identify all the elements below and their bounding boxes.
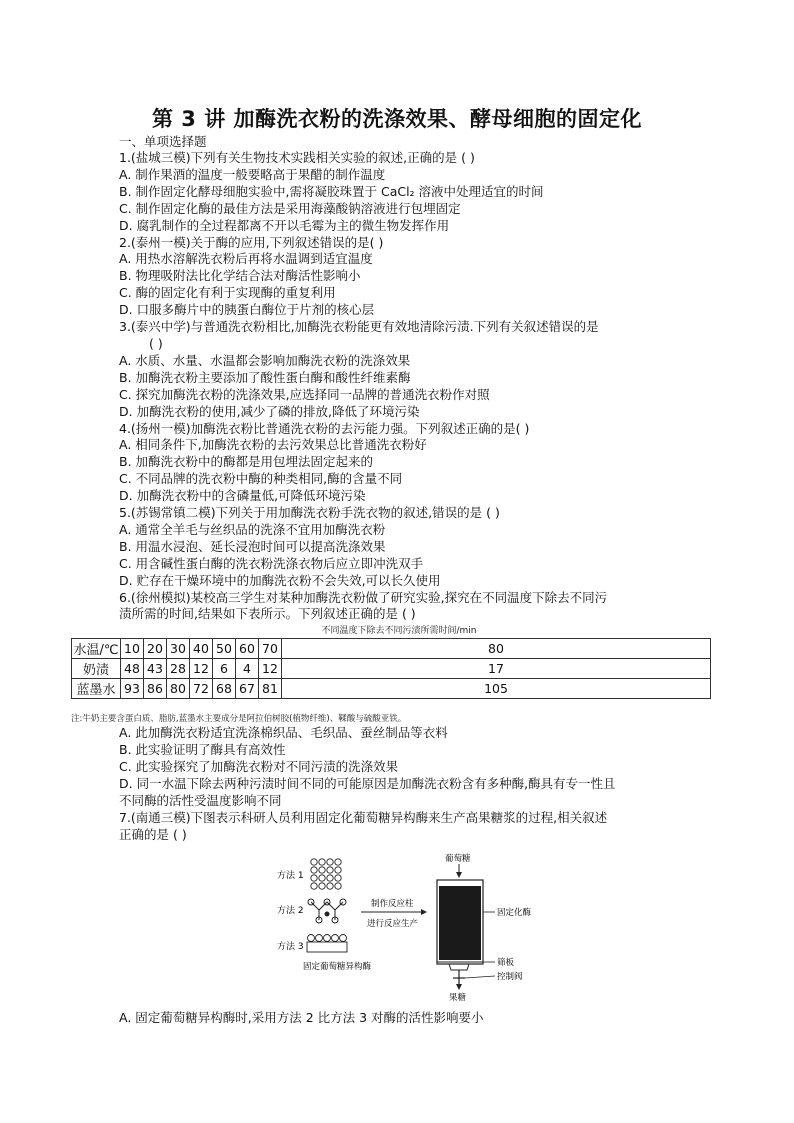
option-a: A. 水质、水量、水温都会影响加酶洗衣粉的洗涤效果 <box>119 352 411 368</box>
option-d: D. 加酶洗衣粉的使用,减少了磷的排放,降低了环境污染 <box>119 403 420 419</box>
option-d-cont: 不同酶的活性受温度影响不同 <box>119 793 282 808</box>
option-d: D. 口服多酶片中的胰蛋白酶位于片剂的核心层 <box>119 302 375 318</box>
option-c: C. 酶的固定化有利于实现酶的重复利用 <box>119 285 336 301</box>
table-cell: 20 <box>144 639 167 659</box>
immobilized-enzyme-label: 固定化酶 <box>497 907 532 918</box>
glucose-label: 葡萄糖 <box>445 853 471 864</box>
reactor-column <box>437 864 483 990</box>
table-cell: 81 <box>259 679 282 699</box>
table-cell: 12 <box>190 659 213 679</box>
question-stem-cont: 正确的是 ( ) <box>119 826 187 842</box>
option-a: A. 固定葡萄糖异构酶时,采用方法 2 比方法 3 对酶的活性影响要小 <box>119 1009 484 1025</box>
option-c: C. 制作固定化酶的最佳方法是采用海藻酸钠溶液进行包埋固定 <box>119 200 461 216</box>
table-cell: 43 <box>144 659 167 679</box>
option-a: A. 相同条件下,加酶洗衣粉的去污效果总比普通洗衣粉好 <box>119 437 427 453</box>
table-cell: 93 <box>121 679 144 699</box>
table-cell: 12 <box>259 659 282 679</box>
question-3 <box>119 319 679 420</box>
question-2 <box>119 235 679 320</box>
control-valve-label: 控制阀 <box>497 971 523 982</box>
table-row <box>72 639 711 659</box>
section-heading: 一、单项选择题 <box>119 134 207 149</box>
option-a: A. 制作果酒的温度一般要略高于果醋的制作温度 <box>119 166 386 182</box>
table-cell: 70 <box>259 639 282 659</box>
question-5 <box>119 505 679 590</box>
table-cell: 105 <box>282 679 711 699</box>
table-cell: 6 <box>213 659 236 679</box>
option-b: B. 用温水浸泡、延长浸泡时间可以提高洗涤效果 <box>119 538 386 554</box>
table-cell: 40 <box>190 639 213 659</box>
table-cell: 17 <box>282 659 711 679</box>
table-caption: 不同温度下除去不同污渍所需时间/min <box>321 626 477 637</box>
table-cell: 4 <box>236 659 259 679</box>
figure-svg <box>269 852 569 1002</box>
question-stem: 4.(扬州一模)加酶洗衣粉比普通洗衣粉的去污能力强。下列叙述正确的是( ) <box>119 420 530 436</box>
option-d: D. 加酶洗衣粉中的含磷量低,可降低环境污染 <box>119 488 366 504</box>
question-stem: 5.(苏锡常镇二模)下列关于用加酶洗衣粉手洗衣物的叙述,错误的是 ( ) <box>119 505 500 521</box>
table-note: 注:牛奶主要含蛋白质、脂肪,蓝墨水主要成分是阿拉伯树胶(植物纤维)、鞣酸与硫酸亚铁。 <box>71 714 407 725</box>
option-c: C. 用含碱性蛋白酶的洗衣粉洗涤衣物后应立即冲洗双手 <box>119 555 424 571</box>
process-arrow <box>361 909 427 915</box>
option-d: D. 腐乳制作的全过程都离不开以毛霉为主的微生物发挥作用 <box>119 217 450 233</box>
table-cell: 50 <box>213 639 236 659</box>
question-4 <box>119 421 679 506</box>
option-c: C. 探究加酶洗衣粉的洗涤效果,应选择同一品牌的普通洗衣粉作对照 <box>119 386 490 402</box>
method-2-label: 方法 2 <box>277 905 304 916</box>
answer-paren: ( ) <box>149 335 163 351</box>
sieve-plate-label: 筛板 <box>497 957 515 968</box>
question-stem: 2.(泰州一模)关于酶的应用,下列叙述错误的是( ) <box>119 234 384 250</box>
table-cell: 30 <box>167 639 190 659</box>
option-b: B. 物理吸附法比化学结合法对酶活性影响小 <box>119 268 361 284</box>
data-table <box>71 638 711 699</box>
method-3-label: 方法 3 <box>277 941 304 952</box>
method-2-crosslink <box>308 899 346 923</box>
table-cell: 48 <box>121 659 144 679</box>
page-title: 第 3 讲 加酶洗衣粉的洗涤效果、酵母细胞的固定化 <box>151 107 643 131</box>
question-1 <box>119 150 679 235</box>
option-d: D. 贮存在干燥环境中的加酶洗衣粉不会失效,可以长久使用 <box>119 572 441 588</box>
option-b: B. 制作固定化酵母细胞实验中,需将凝胶珠置于 CaCl₂ 溶液中处理适宜的时间 <box>119 183 544 199</box>
document-body <box>71 134 679 1027</box>
table-cell: 86 <box>144 679 167 699</box>
table-cell: 68 <box>213 679 236 699</box>
question-stem: 7.(南通三模)下图表示科研人员利用固定化葡萄糖异构酶来生产高果糖浆的过程,相关叙述 <box>119 809 608 825</box>
table-cell: 80 <box>167 679 190 699</box>
question-stem: 6.(徐州模拟)某校高三学生对某种加酶洗衣粉做了研究实验,探究在不同温度下除去不同污 <box>119 589 608 605</box>
figure-left-caption: 固定葡萄糖异构酶 <box>303 961 372 972</box>
table-cell: 10 <box>121 639 144 659</box>
option-a: A. 用热水溶解洗衣粉后再将水温调到适宜温度 <box>119 251 373 267</box>
table-cell: 80 <box>282 639 711 659</box>
enzyme-immobilization-figure <box>119 852 679 1002</box>
table-row <box>72 659 711 679</box>
option-b: B. 加酶洗衣粉中的酶都是用包埋法固定起来的 <box>119 454 374 470</box>
option-b: B. 此实验证明了酶具有高效性 <box>119 742 286 758</box>
question-stem-cont: 渍所需的时间,结果如下表所示。下列叙述正确的是 ( ) <box>119 606 416 622</box>
question-7 <box>119 810 679 1027</box>
fructose-label: 果糖 <box>449 992 467 1002</box>
table-header-cell: 奶渍 <box>72 659 121 679</box>
table-cell: 67 <box>236 679 259 699</box>
option-d: D. 同一水温下除去两种污渍时间不同的可能原因是加酶洗衣粉含有多种酶,酶具有专一性且 <box>119 776 616 792</box>
table-header-cell: 蓝墨水 <box>72 679 121 699</box>
table-row <box>72 679 711 699</box>
arrow-label-bottom: 进行反应生产 <box>367 918 419 929</box>
table-header-cell: 水温/℃ <box>72 639 121 659</box>
option-b: B. 加酶洗衣粉主要添加了酸性蛋白酶和酸性纤维素酶 <box>119 369 411 385</box>
question-stem: 1.(盐城三模)下列有关生物技术实践相关实验的叙述,正确的是 ( ) <box>119 150 475 165</box>
option-a: A. 通常全羊毛与丝织品的洗涤不宜用加酶洗衣粉 <box>119 521 386 537</box>
option-c: C. 此实验探究了加酶洗衣粉对不同污渍的洗涤效果 <box>119 759 399 775</box>
method-1-beads <box>311 859 341 889</box>
table-cell: 28 <box>167 659 190 679</box>
method-3-carrier <box>307 934 347 952</box>
table-cell: 60 <box>236 639 259 659</box>
question-stem: 3.(泰兴中学)与普通洗衣粉相比,加酶洗衣粉能更有效地清除污渍.下列有关叙述错误的是 <box>119 319 599 335</box>
arrow-label-top: 制作反应柱 <box>371 898 414 909</box>
table-cell: 72 <box>190 679 213 699</box>
method-1-label: 方法 1 <box>277 870 304 881</box>
option-a: A. 此加酶洗衣粉适宜洗涤棉织品、毛织品、蚕丝制品等衣料 <box>119 725 448 741</box>
option-c: C. 不同品牌的洗衣粉中酶的种类相同,酶的含量不同 <box>119 471 403 487</box>
question-6 <box>71 589 679 810</box>
